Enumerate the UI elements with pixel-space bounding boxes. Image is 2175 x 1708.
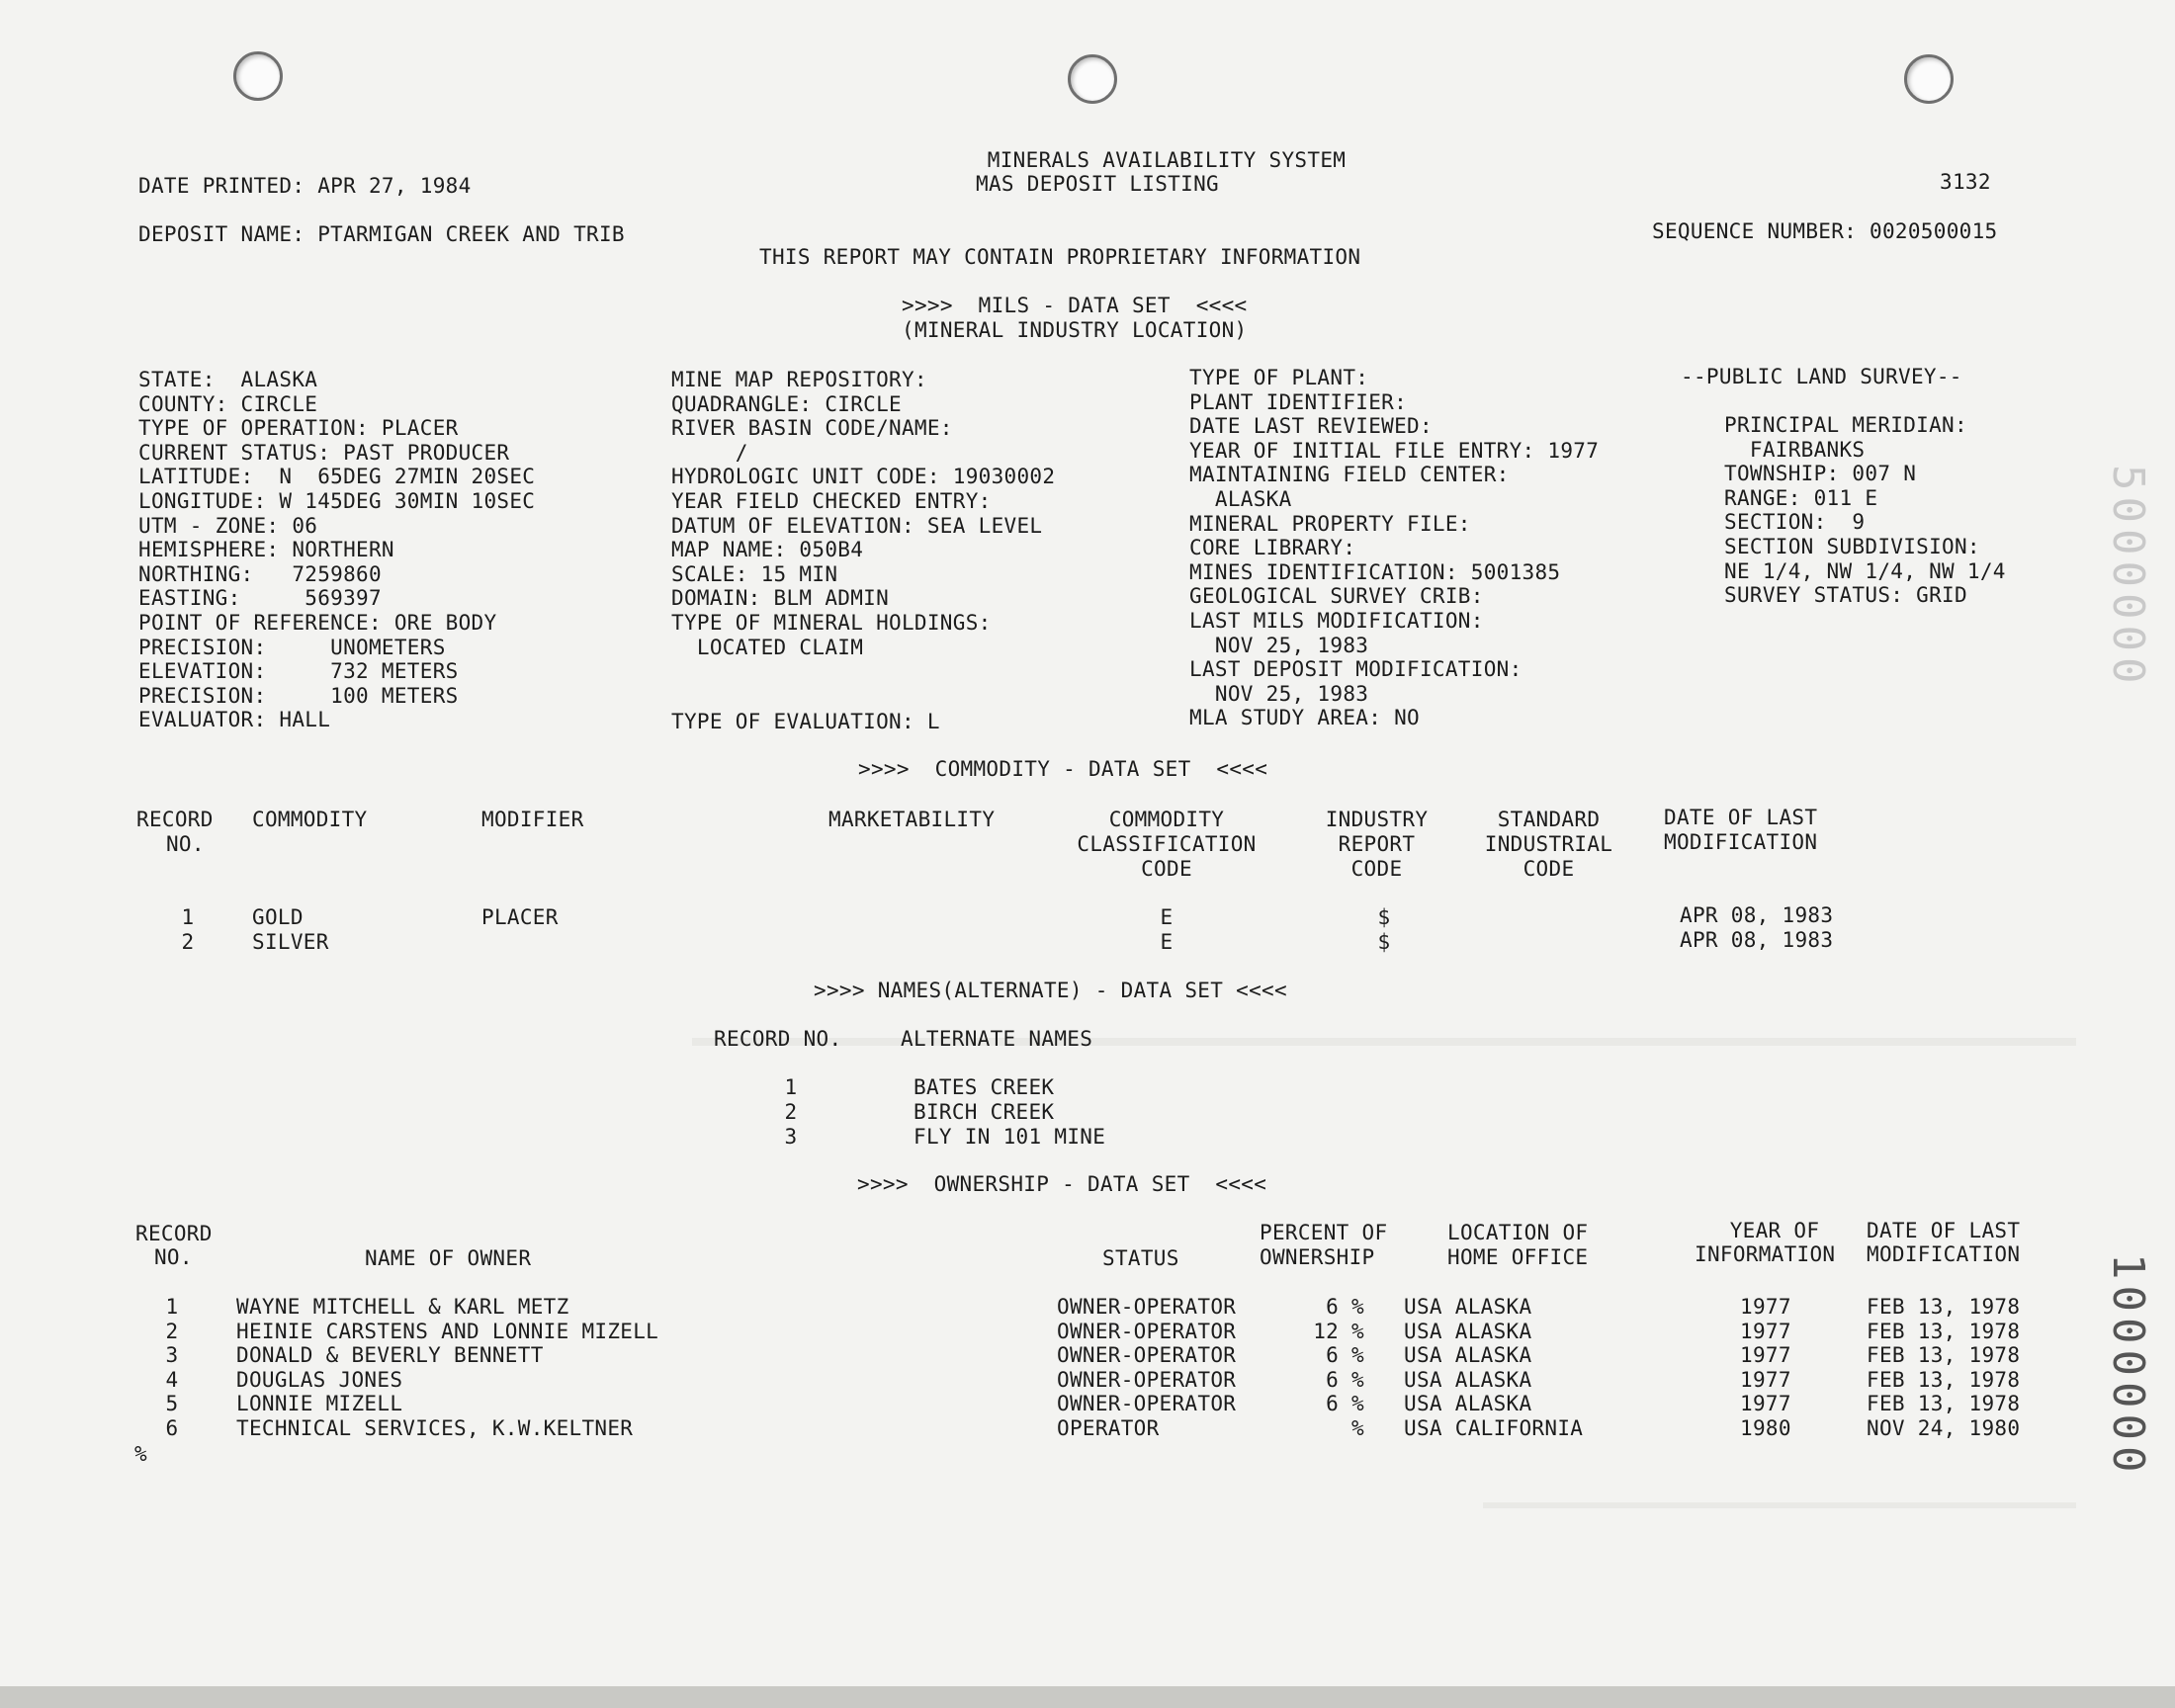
mils-location-line: NORTHING: 7259860 <box>138 562 382 586</box>
owner-name: TECHNICAL SERVICES, K.W.KELTNER <box>236 1416 634 1440</box>
alternate-name: FLY IN 101 MINE <box>914 1125 1106 1149</box>
ownership-header-year: YEAR OF <box>1729 1219 1820 1242</box>
commodity-header-date: DATE OF LAST <box>1664 806 1818 829</box>
mils-administration-line: MAINTAINING FIELD CENTER: <box>1189 463 1510 486</box>
side-stamp-faint: 5000000 <box>2103 465 2153 690</box>
scan-smudge <box>1483 1502 2076 1508</box>
mils-location-line: HEMISPHERE: NORTHERN <box>138 538 394 561</box>
mils-location-line: LONGITUDE: W 145DEG 30MIN 10SEC <box>138 489 536 513</box>
ownership-header-record-no: NO. <box>141 1245 193 1269</box>
owner-name: DOUGLAS JONES <box>236 1368 403 1392</box>
owner-name: WAYNE MITCHELL & KARL METZ <box>236 1295 569 1319</box>
owner-last-modification: FEB 13, 1978 <box>1867 1343 2021 1367</box>
commodity-record-no: 2 <box>181 930 195 954</box>
commodity-header-record-no: NO. <box>153 832 205 856</box>
owner-percent: % <box>1351 1416 1364 1440</box>
owner-status: OWNER-OPERATOR <box>1057 1295 1237 1319</box>
owner-status: OWNER-OPERATOR <box>1057 1343 1237 1367</box>
owner-name: LONNIE MIZELL <box>236 1392 403 1415</box>
mils-administration-line: YEAR OF INITIAL FILE ENTRY: 1977 <box>1189 439 1600 463</box>
ownership-header-owner: NAME OF OWNER <box>365 1246 532 1270</box>
alternate-record-no: 1 <box>784 1075 798 1099</box>
ownership-header-date: DATE OF LAST <box>1867 1219 2021 1242</box>
commodity-date: APR 08, 1983 <box>1680 903 1834 927</box>
owner-info-year: 1977 <box>1740 1295 1791 1319</box>
mils-administration-line: GEOLOGICAL SURVEY CRIB: <box>1189 584 1484 608</box>
owner-info-year: 1977 <box>1740 1320 1791 1343</box>
public-land-survey-line: SECTION SUBDIVISION: <box>1724 535 1980 558</box>
mils-geography-line: MAP NAME: 050B4 <box>671 538 864 561</box>
alternate-record-no: 2 <box>784 1100 798 1124</box>
mils-location-line: EASTING: 569397 <box>138 586 382 610</box>
mils-administration-line: LAST MILS MODIFICATION: <box>1189 609 1484 633</box>
proprietary-notice: THIS REPORT MAY CONTAIN PROPRIETARY INFORMATION <box>759 245 1361 269</box>
mils-location-line: TYPE OF OPERATION: PLACER <box>138 416 459 440</box>
public-land-survey-line: FAIRBANKS <box>1724 438 1866 462</box>
commodity-modifier: PLACER <box>481 905 559 929</box>
commodity-header-industry-3: CODE <box>1350 857 1403 881</box>
owner-status: OWNER-OPERATOR <box>1057 1320 1237 1343</box>
public-land-survey-line: SURVEY STATUS: GRID <box>1724 583 1967 607</box>
owner-status: OWNER-OPERATOR <box>1057 1368 1237 1392</box>
date-printed: DATE PRINTED: APR 27, 1984 <box>138 174 472 198</box>
mils-location-line: LATITUDE: N 65DEG 27MIN 20SEC <box>138 465 536 488</box>
scanner-edge <box>0 1686 2175 1708</box>
mils-location-line: EVALUATOR: HALL <box>138 708 331 731</box>
mils-geography-line: MINE MAP REPOSITORY: <box>671 368 927 391</box>
ownership-section-title: >>>> OWNERSHIP - DATA SET <<<< <box>857 1172 1267 1196</box>
commodity-header-industry-2: REPORT <box>1338 832 1416 856</box>
commodity-name: GOLD <box>252 905 304 929</box>
commodity-header-date-2: MODIFICATION <box>1664 830 1818 854</box>
mils-location-line: ELEVATION: 732 METERS <box>138 659 459 683</box>
owner-record-no: 5 <box>165 1392 179 1415</box>
listing-title: MAS DEPOSIT LISTING <box>976 172 1219 196</box>
commodity-header-standard-3: CODE <box>1522 857 1575 881</box>
commodity-classification-code: E <box>1160 930 1174 954</box>
sequence-number: SEQUENCE NUMBER: 0020500015 <box>1652 219 1998 243</box>
mils-administration-line: MINERAL PROPERTY FILE: <box>1189 512 1471 536</box>
owner-info-year: 1980 <box>1740 1416 1791 1440</box>
side-stamp: 1000000 <box>2103 1253 2153 1479</box>
owner-home-office: USA ALASKA <box>1404 1320 1532 1343</box>
ownership-header-record: RECORD <box>135 1222 213 1245</box>
mils-geography-line: DATUM OF ELEVATION: SEA LEVEL <box>671 514 1043 538</box>
owner-home-office: USA ALASKA <box>1404 1295 1532 1319</box>
commodity-section-title: >>>> COMMODITY - DATA SET <<<< <box>858 757 1268 781</box>
owner-name: HEINIE CARSTENS AND LONNIE MIZELL <box>236 1320 659 1343</box>
owner-info-year: 1977 <box>1740 1392 1791 1415</box>
names-section-title: >>>> NAMES(ALTERNATE) - DATA SET <<<< <box>814 979 1287 1002</box>
alternate-record-no: 3 <box>784 1125 798 1149</box>
mils-section-subtitle: (MINERAL INDUSTRY LOCATION) <box>902 318 1248 342</box>
commodity-header-classification: COMMODITY <box>1108 808 1225 831</box>
owner-percent: 6 % <box>1326 1368 1364 1392</box>
commodity-header-classification-3: CODE <box>1141 857 1192 881</box>
public-land-survey-line: NE 1/4, NW 1/4, NW 1/4 <box>1724 559 2006 583</box>
mils-administration-line: CORE LIBRARY: <box>1189 536 1356 559</box>
ownership-header-percent-2: OWNERSHIP <box>1260 1245 1375 1269</box>
owner-record-no: 4 <box>165 1368 179 1392</box>
mils-location-line: POINT OF REFERENCE: ORE BODY <box>138 611 497 635</box>
public-land-survey-line: TOWNSHIP: 007 N <box>1724 462 1917 485</box>
owner-home-office: USA ALASKA <box>1404 1343 1532 1367</box>
commodity-header-standard: STANDARD <box>1497 808 1601 831</box>
owner-home-office: USA ALASKA <box>1404 1368 1532 1392</box>
owner-name: DONALD & BEVERLY BENNETT <box>236 1343 544 1367</box>
punch-hole-left <box>233 51 283 101</box>
mils-geography-line: LOCATED CLAIM <box>671 636 864 659</box>
system-title: MINERALS AVAILABILITY SYSTEM <box>987 148 1347 172</box>
type-of-evaluation: TYPE OF EVALUATION: L <box>671 710 940 733</box>
owner-percent: 6 % <box>1326 1392 1364 1415</box>
commodity-industry-code: $ <box>1377 905 1391 929</box>
page-number: 3132 <box>1940 170 1991 194</box>
alternate-name: BATES CREEK <box>914 1075 1055 1099</box>
owner-status: OWNER-OPERATOR <box>1057 1392 1237 1415</box>
commodity-header-modifier: MODIFIER <box>481 808 584 831</box>
names-header-record: RECORD NO. <box>714 1027 842 1051</box>
commodity-header-commodity: COMMODITY <box>252 808 368 831</box>
ownership-header-location: LOCATION OF <box>1447 1221 1589 1244</box>
mils-administration-line: DATE LAST REVIEWED: <box>1189 414 1433 438</box>
owner-last-modification: NOV 24, 1980 <box>1867 1416 2021 1440</box>
public-land-survey-line: RANGE: 011 E <box>1724 486 1878 510</box>
mils-administration-line: MINES IDENTIFICATION: 5001385 <box>1189 560 1561 584</box>
mils-geography-line: SCALE: 15 MIN <box>671 562 838 586</box>
commodity-date: APR 08, 1983 <box>1680 928 1834 952</box>
owner-record-no: 1 <box>165 1295 179 1319</box>
commodity-name: SILVER <box>252 930 329 954</box>
deposit-name: DEPOSIT NAME: PTARMIGAN CREEK AND TRIB <box>138 222 625 246</box>
public-land-survey-line: SECTION: 9 <box>1724 510 1866 534</box>
owner-home-office: USA CALIFORNIA <box>1404 1416 1584 1440</box>
owner-last-modification: FEB 13, 1978 <box>1867 1392 2021 1415</box>
commodity-header-marketability: MARKETABILITY <box>828 808 996 831</box>
mils-geography-line: RIVER BASIN CODE/NAME: <box>671 416 953 440</box>
commodity-header-industry: INDUSTRY <box>1325 808 1429 831</box>
mils-geography-line: YEAR FIELD CHECKED ENTRY: <box>671 489 992 513</box>
mils-geography-line: HYDROLOGIC UNIT CODE: 19030002 <box>671 465 1056 488</box>
commodity-classification-code: E <box>1160 905 1174 929</box>
mils-administration-line: LAST DEPOSIT MODIFICATION: <box>1189 657 1522 681</box>
mils-geography-line: / <box>671 441 748 465</box>
mils-administration-line: ALASKA <box>1189 487 1292 511</box>
commodity-industry-code: $ <box>1377 930 1391 954</box>
mils-location-line: UTM - ZONE: 06 <box>138 514 318 538</box>
alternate-name: BIRCH CREEK <box>914 1100 1055 1124</box>
owner-record-no: 2 <box>165 1320 179 1343</box>
punch-hole-center <box>1068 54 1117 104</box>
owner-status: OPERATOR <box>1057 1416 1160 1440</box>
mils-location-line: PRECISION: 100 METERS <box>138 684 459 708</box>
owner-record-no: 3 <box>165 1343 179 1367</box>
owner-home-office: USA ALASKA <box>1404 1392 1532 1415</box>
public-land-survey-title: --PUBLIC LAND SURVEY-- <box>1681 365 1962 388</box>
commodity-header-record: RECORD <box>136 808 214 831</box>
ownership-header-percent: PERCENT OF <box>1260 1221 1388 1244</box>
mils-administration-line: PLANT IDENTIFIER: <box>1189 390 1408 414</box>
owner-last-modification: FEB 13, 1978 <box>1867 1320 2021 1343</box>
public-land-survey-line: PRINCIPAL MERIDIAN: <box>1724 413 1967 437</box>
mils-location-line: COUNTY: CIRCLE <box>138 392 318 416</box>
mils-administration-line: TYPE OF PLANT: <box>1189 366 1369 389</box>
mils-administration-line: MLA STUDY AREA: NO <box>1189 706 1420 729</box>
mils-location-line: CURRENT STATUS: PAST PRODUCER <box>138 441 510 465</box>
owner-percent: 6 % <box>1326 1295 1364 1319</box>
mils-administration-line: NOV 25, 1983 <box>1189 634 1369 657</box>
owner-last-modification: FEB 13, 1978 <box>1867 1368 2021 1392</box>
ownership-footer-mark: % <box>134 1442 147 1466</box>
ownership-header-year-2: INFORMATION <box>1695 1242 1836 1266</box>
commodity-header-classification-2: CLASSIFICATION <box>1077 832 1257 856</box>
ownership-header-location-2: HOME OFFICE <box>1447 1245 1589 1269</box>
commodity-record-no: 1 <box>181 905 195 929</box>
ownership-header-status: STATUS <box>1102 1246 1179 1270</box>
mils-geography-line: DOMAIN: BLM ADMIN <box>671 586 890 610</box>
mils-geography-line: QUADRANGLE: CIRCLE <box>671 392 902 416</box>
owner-info-year: 1977 <box>1740 1368 1791 1392</box>
owner-info-year: 1977 <box>1740 1343 1791 1367</box>
mils-geography-line: TYPE OF MINERAL HOLDINGS: <box>671 611 992 635</box>
names-header-names: ALTERNATE NAMES <box>901 1027 1093 1051</box>
commodity-header-standard-2: INDUSTRIAL <box>1484 832 1613 856</box>
mils-section-title: >>>> MILS - DATA SET <<<< <box>902 294 1248 317</box>
owner-record-no: 6 <box>165 1416 179 1440</box>
mils-location-line: PRECISION: UNOMETERS <box>138 636 446 659</box>
owner-last-modification: FEB 13, 1978 <box>1867 1295 2021 1319</box>
ownership-header-date-2: MODIFICATION <box>1867 1242 2021 1266</box>
punch-hole-right <box>1904 54 1954 104</box>
scan-smudge <box>692 1038 2076 1046</box>
mils-administration-line: NOV 25, 1983 <box>1189 682 1369 706</box>
owner-percent: 12 % <box>1313 1320 1364 1343</box>
mils-location-line: STATE: ALASKA <box>138 368 318 391</box>
owner-percent: 6 % <box>1326 1343 1364 1367</box>
